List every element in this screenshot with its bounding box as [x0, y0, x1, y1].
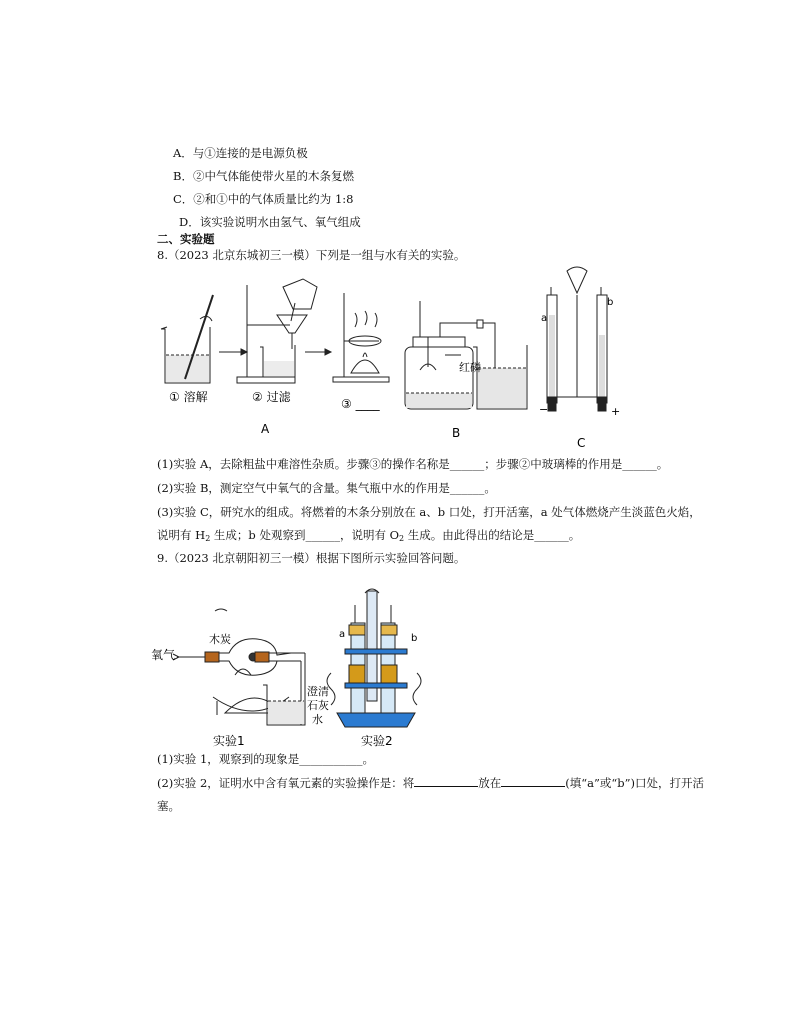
- tap-b-label: b: [411, 633, 418, 644]
- stopper-icon: [205, 652, 219, 662]
- group-a-label: A: [261, 422, 270, 436]
- exp1-label: 实验1: [213, 734, 245, 748]
- choice-a: A．与①连接的是电源负极: [173, 146, 308, 160]
- step3-label: ③ ____: [341, 397, 380, 411]
- electrode-a-label: a: [541, 313, 548, 324]
- answer-blank-1: [414, 775, 478, 787]
- reservoir-icon: [567, 267, 587, 293]
- limewater-label-3: 水: [312, 713, 323, 726]
- answer-blank-2: [501, 775, 565, 787]
- power-base-icon: [337, 713, 415, 727]
- positive-label: +: [611, 405, 621, 418]
- q9-part2-line2: 塞。: [157, 799, 180, 813]
- oxygen-label: 氧气: [151, 648, 176, 662]
- q8-part1: (1)实验 A，去除粗盐中难溶性杂质。步骤③的操作名称是______；步骤②中玻璃棒的作用是______。: [157, 457, 669, 471]
- q9-part2-line1: (2)实验 2，证明水中含有氧元素的实验操作是：将 放在 (填“a”或“b”)口处，打开活: [157, 776, 704, 790]
- section-title: 二、实验题: [157, 232, 215, 246]
- q8-part2: (2)实验 B，测定空气中氧气的含量。集气瓶中水的作用是______。: [157, 481, 496, 495]
- alcohol-lamp-icon: [351, 360, 379, 373]
- red-phosphorus-label: 红磷: [459, 361, 481, 374]
- q8-part3-line1: (3)实验 C，研究水的组成。将燃着的木条分别放在 a、b 口处，打开活塞，a 处气体燃烧产生淡蓝色火焰，: [157, 505, 701, 519]
- exp2-label: 实验2: [361, 734, 393, 748]
- step1-label: ① 溶解: [169, 390, 208, 404]
- charcoal-label: 木炭: [209, 633, 231, 646]
- electrode-b-label: b: [607, 297, 614, 308]
- q9-figure: [151, 585, 455, 750]
- choice-c: C．②和①中的气体质量比约为 1:8: [173, 192, 354, 206]
- pouring-beaker-icon: [283, 279, 317, 309]
- q8-part3-line2: 说明有 $H_2$ 生成；b 处观察到______，说明有 $O_2$ 生成。由此得出的结论是______。: [157, 528, 581, 543]
- tap-a-label: a: [339, 629, 346, 640]
- q9-part1: (1)实验 1，观察到的现象是___________。: [157, 752, 375, 766]
- q8-stem: 8.（2023 北京东城初三一模）下列是一组与水有关的实验。: [157, 248, 466, 262]
- limewater-label-2: 石灰: [307, 699, 329, 712]
- q8-figure: [155, 265, 635, 455]
- choice-d: D．该实验说明水由氢气、氧气组成: [179, 215, 361, 229]
- q9-stem: 9.（2023 北京朝阳初三一模）根据下图所示实验回答问题。: [157, 551, 466, 565]
- step2-label: ② 过滤: [252, 390, 291, 404]
- group-c-label: C: [577, 436, 586, 450]
- iron-stand-base: [237, 377, 295, 383]
- choice-b: B．②中气体能使带火星的木条复燃: [173, 169, 354, 183]
- negative-label: −: [539, 403, 549, 416]
- group-b-label: B: [452, 426, 461, 440]
- limewater-label-1: 澄清: [307, 685, 329, 698]
